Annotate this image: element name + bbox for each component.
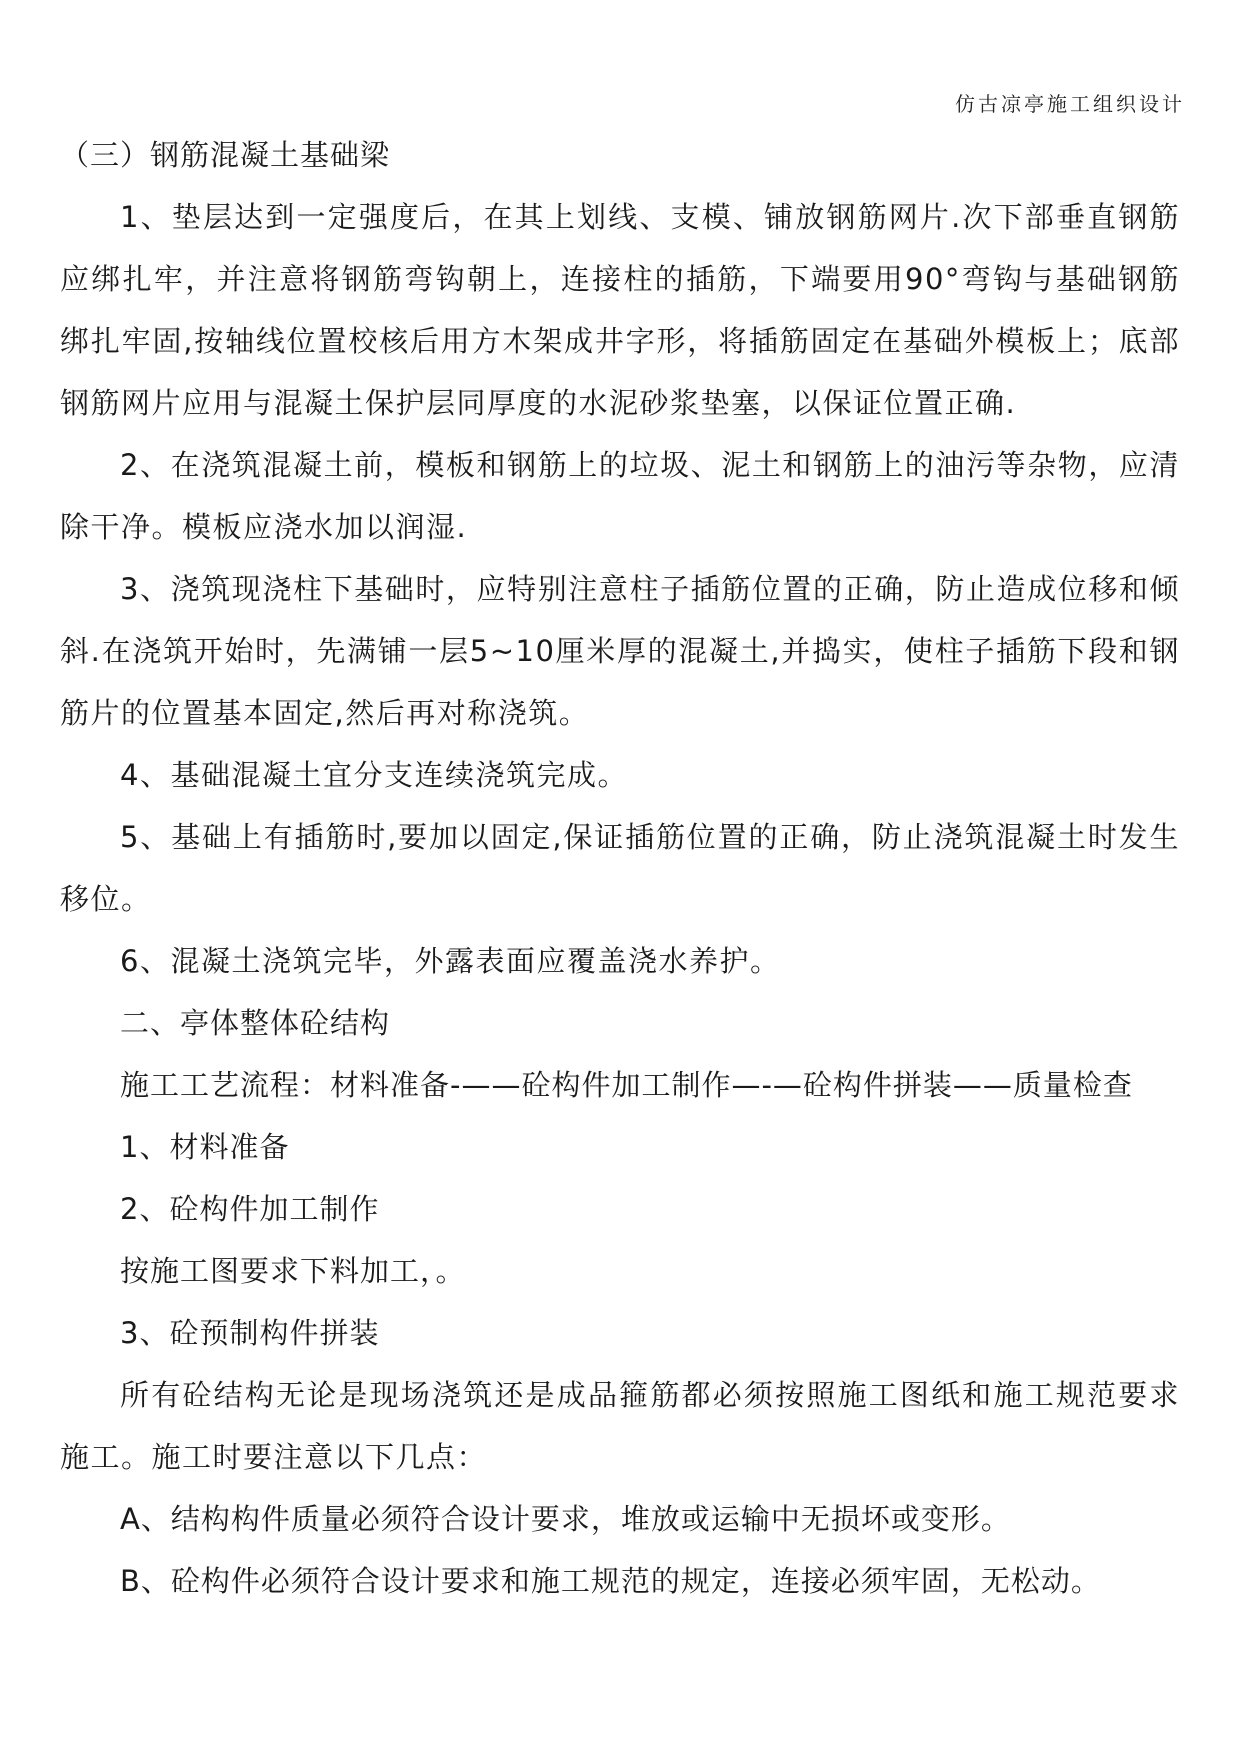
section-heading-foundation-beam: （三）钢筋混凝土基础梁 <box>60 138 391 172</box>
point-a: A、结构构件质量必须符合设计要求，堆放或运输中无损坏或变形。 <box>120 1502 1011 1536</box>
running-header: 仿古凉亭施工组织设计 <box>955 92 1185 116</box>
step-material-prep: 1、材料准备 <box>120 1130 290 1164</box>
step-component-fabrication: 2、砼构件加工制作 <box>120 1192 380 1226</box>
point-b: B、砼构件必须符合设计要求和施工规范的规定，连接必须牢固，无松动。 <box>120 1564 1101 1598</box>
paragraph-item-1: 1、垫层达到一定强度后，在其上划线、支模、铺放钢筋网片.次下部垂直钢筋应绑扎牢，并注意将钢筋弯钩朝上，连接柱的插筋，下端要用90°弯钩与基础钢筋绑扎牢固,按轴线位置校核后用方木架成井字形，将插筋固定在基础外模板上；底部钢筋网片应用与混凝土保护层同厚度的水泥砂浆垫塞，以保证位置正确. <box>60 200 1180 420</box>
paragraph-item-6: 6、混凝土浇筑完毕，外露表面应覆盖浇水养护。 <box>120 944 781 978</box>
process-flow-line: 施工工艺流程：材料准备-——砼构件加工制作—-—砼构件拼装——质量检查 <box>120 1068 1133 1102</box>
assembly-requirements-paragraph: 所有砼结构无论是现场浇筑还是成品箍筋都必须按照施工图纸和施工规范要求施工。施工时要注意以下几点： <box>60 1378 1180 1474</box>
paragraph-item-3: 3、浇筑现浇柱下基础时，应特别注意柱子插筋位置的正确，防止造成位移和倾斜.在浇筑开始时，先满铺一层5~10厘米厚的混凝土,并捣实，使柱子插筋下段和钢筋片的位置基本固定,然后再对称浇筑。 <box>60 572 1180 730</box>
section-heading-pavilion-structure: 二、亭体整体砼结构 <box>120 1006 391 1040</box>
step-fabrication-text: 按施工图要求下料加工，。 <box>120 1254 466 1288</box>
paragraph-item-4: 4、基础混凝土宜分支连续浇筑完成。 <box>120 758 628 792</box>
paragraph-item-5: 5、基础上有插筋时,要加以固定,保证插筋位置的正确，防止浇筑混凝土时发生移位。 <box>60 820 1180 916</box>
paragraph-item-2: 2、在浇筑混凝土前，模板和钢筋上的垃圾、泥土和钢筋上的油污等杂物，应清除干净。模板应浇水加以润湿. <box>60 448 1180 544</box>
step-precast-assembly: 3、砼预制构件拼装 <box>120 1316 380 1350</box>
document-body <box>60 124 1180 1612</box>
